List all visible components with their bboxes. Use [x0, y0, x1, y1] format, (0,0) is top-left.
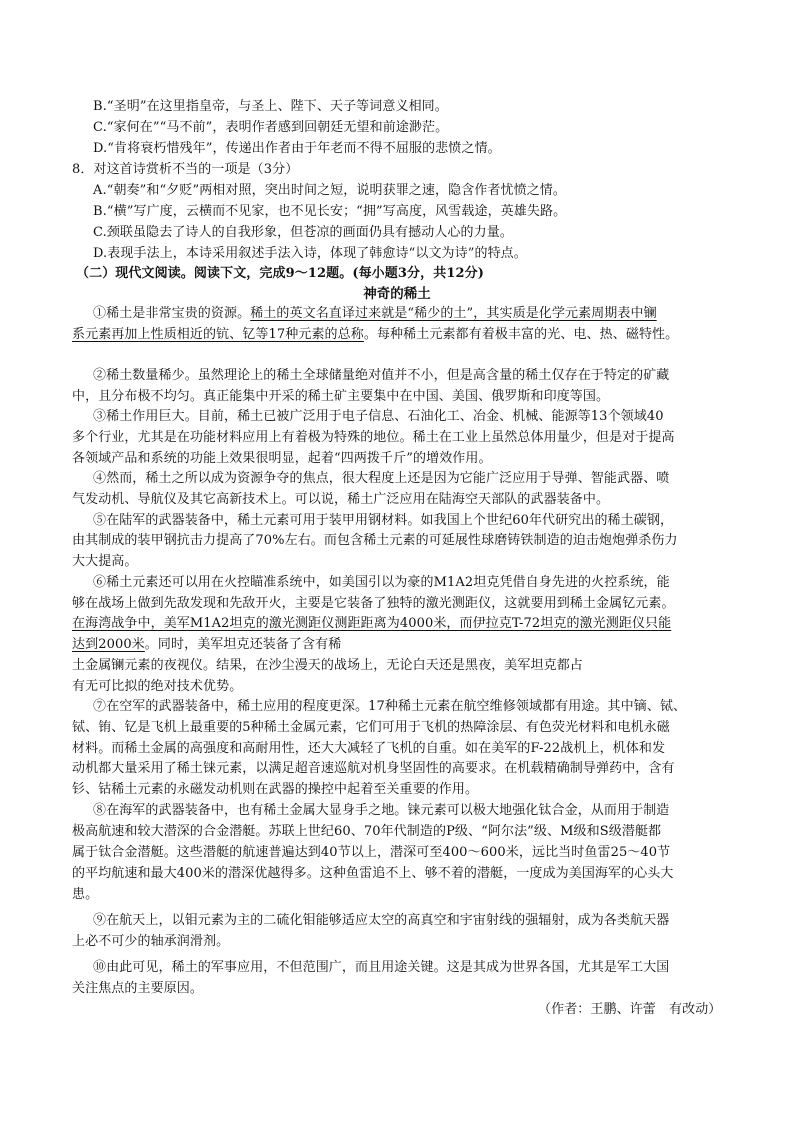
paragraph-10-line-1: ⑩由此可见，稀土的军事应用，不但范围广，而且用途关键。这是其成为世界各国，尤其是军工大国 — [93, 960, 670, 975]
paragraph-8-line-3: 属于钛合金潜艇。这些潜艇的航速普遍达到40节以上，潜深可至400～600米，远比当时鱼雷25～40节 — [72, 845, 671, 860]
p1-underlined-text: 稀土的英文名直译过来就是“稀少的土”，其实质是化学元素周期表中镧 — [250, 306, 657, 321]
paragraph-9-line-1: ⑨在航天上，以钼元素为主的二硫化钼能够适应太空的高真空和宇宙射线的强辐射，成为各类航天器 — [93, 913, 670, 928]
q7-option-d: D.“肯将衰朽惜残年”，传递出作者由于年老而不得不屈服的悲愤之情。 — [93, 141, 501, 156]
paragraph-7-line-1: ⑦在空军的武器装备中，稀土应用的程度更深。17种稀土元素在航空维修领域都有用途。其中镝、铽、 — [93, 699, 687, 714]
paragraph-2-line-1: ②稀土数量稀少。虽然理论上的稀土全球储量绝对值并不小，但是高含量的稀土仅存在于特定的矿藏 — [93, 368, 670, 383]
paragraph-9-line-2: 上必不可少的轴承润滑剂。 — [72, 934, 230, 949]
paragraph-6-line-4 — [72, 635, 341, 655]
article-title: 神奇的稀土 — [363, 286, 431, 302]
paragraph-6-line-5: 土金属镧元素的夜视仪。结果，在沙尘漫天的战场上，无论白天还是黑夜，美军坦克都占 — [72, 658, 583, 673]
q8-option-c: C.颈联虽隐去了诗人的自我形象，但苍凉的画面仍具有撼动人心的力量。 — [93, 225, 513, 240]
paragraph-8-line-2: 极高航速和较大潜深的合金潜艇。苏联上世纪60、70年代制造的P级、“阿尔法”级、M级和S级潜艇都 — [72, 824, 662, 839]
paragraph-4-line-1: ④然而，稀土之所以成为资源争夺的焦点，很大程度上还是因为它能广泛应用于导弹、智能武器、喷 — [93, 471, 670, 486]
section-header: （二）现代文阅读。阅读下文，完成9～12题。(每小题3分，共12分) — [76, 266, 484, 281]
paragraph-6-line-6: 有无可比拟的绝对技术优势。 — [72, 679, 243, 694]
q8-option-b: B.“横”写广度，云横而不见家，也不见长安；“拥”写高度，风雪载途，英雄失路。 — [93, 204, 567, 219]
paragraph-2-line-2: 中，且分布极不均匀。真正能集中开采的稀土矿主要集中在中国、美国、俄罗斯和印度等国。 — [72, 389, 610, 404]
p1-text: 。每种稀土元素都有着极丰富的光、电、热、磁特性。 — [363, 327, 679, 342]
paragraph-5-line-3: 大大提高。 — [72, 554, 138, 569]
p6-text: 。同时，美军坦克还装备了含有稀 — [144, 637, 342, 652]
paragraph-7-line-3: 材料。而稀土金属的高强度和高耐用性，还大大减轻了飞机的自重。如在美军的F-22战机上，机体和发 — [72, 741, 666, 756]
paragraph-3-line-1: ③稀土作用巨大。目前，稀土已被广泛用于电子信息、石油化工、冶金、机械、能源等13个领域40 — [93, 409, 664, 424]
author-attribution: （作者：王鹏、许蕾 有改动） — [538, 1002, 722, 1017]
paragraph-7-line-2: 铽、铕、钇是飞机上最重要的5种稀土金属元素，它们可用于飞机的热障涂层、有色荧光材料和电机永磁 — [72, 720, 670, 735]
q7-option-c: C.“家何在”“马不前”，表明作者感到回朝廷无望和前途渺茫。 — [93, 120, 449, 135]
paragraph-8-line-4: 的平均航速和最大400米的潜深优越得多。这种鱼雷追不上、够不着的潜艇，一度成为美国海军的心头大 — [72, 866, 674, 881]
paragraph-4-line-2: 气发动机、导航仪及其它高新技术上。可以说，稀土广泛应用在陆海空天部队的武器装备中。 — [72, 492, 610, 507]
paragraph-1-line-2 — [72, 325, 678, 345]
p6-underlined-text: 达到2000米 — [72, 637, 145, 652]
paragraph-7-line-5: 钐、钴稀土元素的永磁发动机则在武器的操控中起着至关重要的作用。 — [72, 782, 479, 797]
q8-stem: 8．对这首诗赏析不当的一项是（3分） — [72, 162, 299, 177]
paragraph-3-line-3: 各领域产品和系统的功能上效果很明显，起着“四两拨千斤”的增效作用。 — [72, 451, 492, 466]
q8-option-d: D.表现手法上，本诗采用叙述手法入诗，体现了韩愈诗“以文为诗”的特点。 — [93, 246, 527, 261]
paragraph-6-line-1: ⑥稀土元素还可以用在火控瞄准系统中，如美国引以为豪的M1A2坦克凭借自身先进的火控系统，能 — [93, 575, 670, 590]
p1-text: ①稀土是非常宝贵的资源。 — [93, 306, 251, 321]
paragraph-3-line-2: 多个行业，尤其是在功能材料应用上有着极为特殊的地位。稀土在工业上虽然总体用量少，但是对于提高 — [72, 430, 675, 445]
paragraph-5-line-1: ⑤在陆军的武器装备中，稀土元素可用于装甲用钢材料。如我国上个世纪60年代研究出的稀土碳钢， — [93, 513, 674, 528]
q8-option-a: A.“朝奏”和“夕贬”两相对照，突出时间之短，说明获罪之速，隐含作者忧愤之情。 — [93, 183, 567, 198]
q7-option-b: B.“圣明”在这里指皇帝，与圣上、陛下、天子等词意义相同。 — [93, 99, 448, 114]
paragraph-8-line-5: 患。 — [72, 887, 99, 902]
paragraph-10-line-2: 关注焦点的主要原因。 — [72, 981, 204, 996]
paragraph-6-line-2: 够在战场上做到先敌发现和先敌开火，主要是它装备了独特的激光测距仪，这就要用到稀土金属钇元素。 — [72, 596, 675, 611]
p1-underlined-text: 系元素再加上性质相近的钪、钇等17种元素的总称 — [72, 327, 364, 342]
paragraph-8-line-1: ⑧在海军的武器装备中，也有稀土金属大显身手之地。铼元素可以极大地强化钛合金，从而用于制造 — [93, 803, 670, 818]
paragraph-5-line-2: 由其制成的装甲钢抗击力提高了70%左右。而包含稀土元素的可延展性球磨铸铁制造的迫击炮炮弹杀伤力 — [72, 533, 678, 548]
paragraph-1-line-1 — [93, 304, 657, 324]
paragraph-6-line-3: 在海湾战争中，美军M1A2坦克的激光测距仪测距距离为4000米，而伊拉克T-72坦克的激光测距仪只能 — [72, 616, 672, 631]
paragraph-7-line-4: 动机都大量采用了稀土铼元素，以满足超音速巡航对机身坚固性的高要求。在机载精确制导弹药中，含有 — [72, 761, 675, 776]
